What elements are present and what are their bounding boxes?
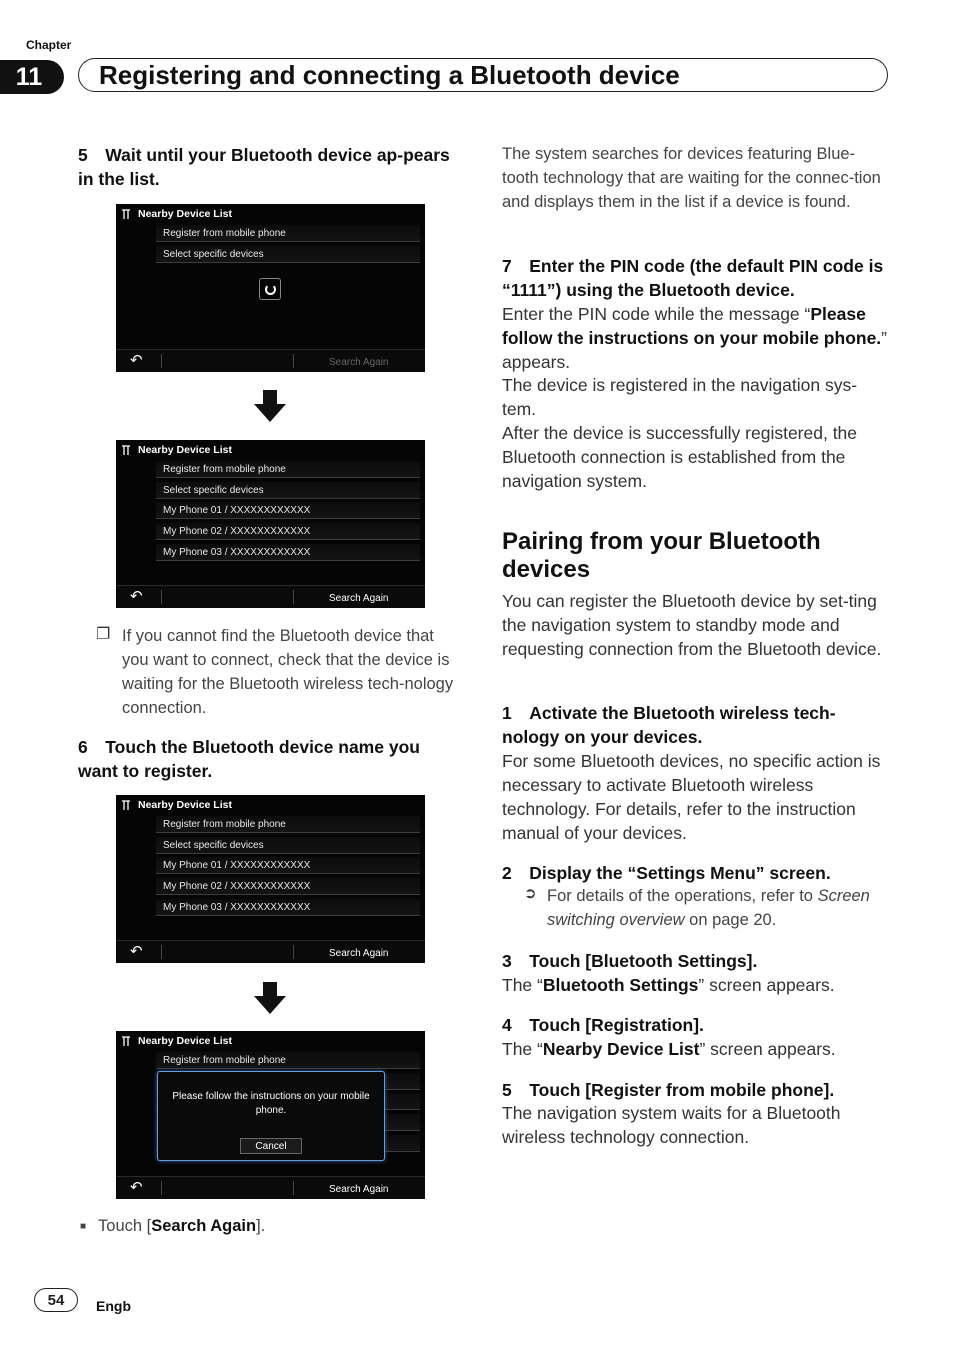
screen-footer <box>116 585 425 608</box>
pair-step-1-heading: 1 Activate the Bluetooth wireless tech-nology on your devices. <box>502 703 836 747</box>
pin-dialog-message: Please follow the instructions on your mobile phone. <box>172 1091 370 1116</box>
pair-step-3-body: The “Bluetooth Settings” screen appears. <box>502 975 835 995</box>
screen-device-list-select <box>116 795 425 963</box>
register-from-mobile-item[interactable]: Register from mobile phone <box>156 1052 420 1069</box>
search-again-button[interactable]: Search Again <box>329 948 389 959</box>
device-item[interactable]: My Phone 03 / XXXXXXXXXXXX <box>156 544 420 561</box>
screen-footer <box>116 1176 425 1199</box>
device-item[interactable]: My Phone 03 / XXXXXXXXXXXX <box>156 899 420 916</box>
bullet-text: Touch [ <box>98 1217 152 1235</box>
page-title <box>78 58 888 92</box>
chapter-label: Chapter <box>26 38 72 52</box>
search-again-button[interactable]: Search Again <box>329 593 389 604</box>
screen-title: Nearby Device List <box>138 208 232 220</box>
pair-step-2-heading: 2 Display the “Settings Menu” screen. <box>502 863 831 883</box>
nav-logo-icon <box>122 445 130 455</box>
step-7-heading: 7 Enter the PIN code (the default PIN code is “1111”) using the Bluetooth device. <box>502 256 884 300</box>
pin-dialog <box>157 1071 385 1161</box>
pair-step-1-body: For some Bluetooth devices, no specific action is necessary to activate Bluetooth wireless technology. For details, refer to the instruction manual of your devices. <box>502 751 881 843</box>
nav-logo-icon <box>122 1036 130 1046</box>
pair-step-2-reference: For details of the operations, refer to Screen switching overview on page 20. <box>547 887 870 929</box>
page-number: 54 <box>34 1288 78 1312</box>
screen-searching <box>116 204 425 372</box>
registered-text: The device is registered in the navigation sys-tem. <box>502 375 858 419</box>
select-specific-devices-item[interactable]: Select specific devices <box>156 482 420 499</box>
back-icon[interactable]: ↶ <box>130 588 143 605</box>
bullet-square-icon: ■ <box>80 1220 87 1232</box>
search-again-button[interactable]: Search Again <box>329 1184 389 1195</box>
screen-title: Nearby Device List <box>138 1035 232 1047</box>
back-icon[interactable]: ↶ <box>130 943 143 960</box>
screen-header <box>122 1035 232 1047</box>
pair-step-4-heading: 4 Touch [Registration]. <box>502 1015 704 1035</box>
pair-step-4-body: The “Nearby Device List” screen appears. <box>502 1039 836 1059</box>
screen-header <box>122 799 232 811</box>
search-again-button[interactable]: Search Again <box>329 357 389 368</box>
cancel-button[interactable]: Cancel <box>240 1138 302 1154</box>
screen-header <box>122 208 232 220</box>
select-specific-devices-item[interactable]: Select specific devices <box>156 246 420 263</box>
pair-step-5-heading: 5 Touch [Register from mobile phone]. <box>502 1080 835 1100</box>
pair-step-5-body: The navigation system waits for a Bluetooth wireless technology connection. <box>502 1103 841 1147</box>
after-registration-text: After the device is successfully registered, the Bluetooth connection is established from the navigation system. <box>502 423 858 491</box>
register-from-mobile-item[interactable]: Register from mobile phone <box>156 225 420 242</box>
section-heading: Pairing from your Bluetooth devices <box>502 528 821 583</box>
screen-title: Nearby Device List <box>138 799 232 811</box>
screen-footer <box>116 349 425 372</box>
bullet-bold: Search Again <box>151 1217 257 1235</box>
register-from-mobile-item[interactable]: Register from mobile phone <box>156 816 420 833</box>
section-intro: You can register the Bluetooth device by set-ting the navigation system to standby mode and requesting connection from the Bluetooth device. <box>502 591 882 659</box>
step-7-body: Enter the PIN code while the message “Please follow the instructions on your mobile phone.” appears. <box>502 304 887 372</box>
page-title-text: Registering and connecting a Bluetooth device <box>99 59 680 90</box>
device-item[interactable]: My Phone 01 / XXXXXXXXXXXX <box>156 502 420 519</box>
device-item[interactable]: My Phone 02 / XXXXXXXXXXXX <box>156 523 420 540</box>
screen-device-list <box>116 440 425 608</box>
device-item[interactable]: My Phone 02 / XXXXXXXXXXXX <box>156 878 420 895</box>
search-intro: The system searches for devices featuring Blue-tooth technology that are waiting for the connec-tion and displays them in the list if a device is found. <box>502 145 881 211</box>
language-code: Engb <box>96 1298 131 1314</box>
chapter-number: 11 <box>0 60 64 94</box>
pair-step-3-heading: 3 Touch [Bluetooth Settings]. <box>502 951 758 971</box>
screen-footer <box>116 940 425 963</box>
select-specific-devices-item[interactable]: Select specific devices <box>156 837 420 854</box>
reference-arrow-icon: ➲ <box>524 885 537 902</box>
down-arrow-icon <box>252 388 288 424</box>
bullet-search-again <box>80 1214 460 1239</box>
screen-pin-popup <box>116 1031 425 1199</box>
screen-header <box>122 444 232 456</box>
screen-title: Nearby Device List <box>138 444 232 456</box>
back-icon[interactable]: ↶ <box>130 1179 143 1196</box>
step-5-heading: 5 Wait until your Bluetooth device ap-pears in the list. <box>78 145 450 189</box>
device-item[interactable]: My Phone 01 / XXXXXXXXXXXX <box>156 857 420 874</box>
down-arrow-icon <box>252 980 288 1016</box>
note-text: If you cannot find the Bluetooth device that you want to connect, check that the device is waiting for the Bluetooth wireless tech-nology connection. <box>122 627 454 717</box>
back-icon[interactable]: ↶ <box>130 352 143 369</box>
loading-spinner-icon <box>259 278 281 300</box>
bullet-text-end: ]. <box>256 1217 266 1235</box>
nav-logo-icon <box>122 800 130 810</box>
note-checkbox-icon: ❐ <box>96 626 111 643</box>
nav-logo-icon <box>122 209 130 219</box>
register-from-mobile-item[interactable]: Register from mobile phone <box>156 461 420 478</box>
step-6-heading: 6 Touch the Bluetooth device name you want to register. <box>78 737 420 781</box>
